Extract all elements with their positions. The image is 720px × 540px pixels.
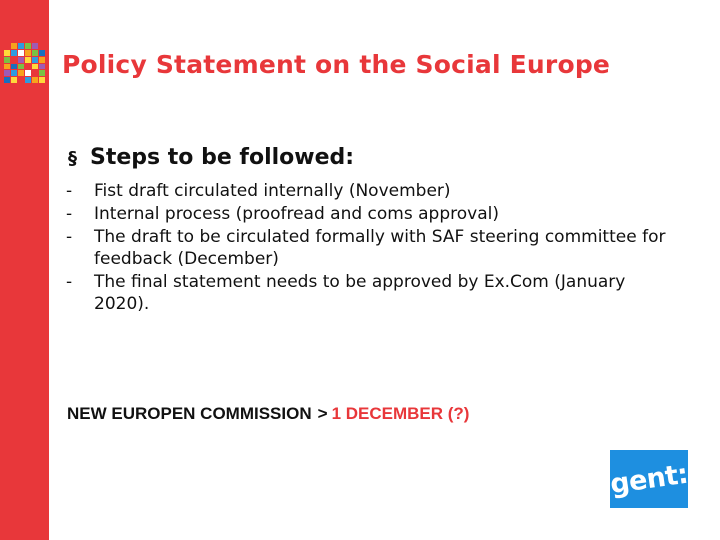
mosaic-square xyxy=(4,70,10,76)
list-dash: - xyxy=(66,227,73,247)
list-item xyxy=(66,203,666,225)
mosaic-square xyxy=(18,70,24,76)
mosaic-square xyxy=(11,64,17,70)
mosaic-square xyxy=(39,70,45,76)
mosaic-square xyxy=(25,50,31,56)
mosaic-square xyxy=(25,57,31,63)
mosaic-square xyxy=(39,43,45,49)
section-bullet-icon: § xyxy=(68,148,77,169)
mosaic-square xyxy=(25,64,31,70)
section-heading xyxy=(68,145,354,170)
mosaic-square xyxy=(25,43,31,49)
mosaic-square xyxy=(39,64,45,70)
mosaic-square xyxy=(4,77,10,83)
list-dash: - xyxy=(66,272,73,292)
list-item-text: Fist draft circulated internally (November) xyxy=(94,181,451,201)
mosaic-square xyxy=(25,70,31,76)
section-heading-text: Steps to be followed: xyxy=(90,145,355,170)
mosaic-square xyxy=(39,50,45,56)
gent-logo xyxy=(610,450,688,508)
arrow-icon: > xyxy=(317,404,328,423)
mosaic-square xyxy=(32,50,38,56)
mosaic-square xyxy=(4,64,10,70)
mosaic-square xyxy=(32,70,38,76)
mosaic-square xyxy=(11,70,17,76)
mosaic-square xyxy=(18,64,24,70)
mosaic-square xyxy=(18,43,24,49)
left-red-bar xyxy=(0,0,49,540)
mosaic-logo-icon xyxy=(4,43,45,83)
list-item-text: The draft to be circulated formally with SAF steering committee for feedback (December) xyxy=(94,227,666,269)
mosaic-square xyxy=(11,50,17,56)
list-item xyxy=(66,271,666,315)
mosaic-square xyxy=(32,57,38,63)
mosaic-square xyxy=(11,43,17,49)
mosaic-square xyxy=(32,43,38,49)
list-item-text: Internal process (proofread and coms approval) xyxy=(94,204,499,224)
mosaic-square xyxy=(4,50,10,56)
list-item xyxy=(66,226,666,270)
mosaic-square xyxy=(25,77,31,83)
mosaic-square xyxy=(11,77,17,83)
mosaic-square xyxy=(18,57,24,63)
commission-date: 1 DECEMBER (?) xyxy=(331,404,470,423)
list-item xyxy=(66,180,666,202)
list-item-text: The final statement needs to be approved by Ex.Com (January 2020). xyxy=(94,272,626,314)
slide-title: Policy Statement on the Social Europe xyxy=(62,50,611,79)
list-dash: - xyxy=(66,204,73,224)
mosaic-square xyxy=(4,43,10,49)
list-dash: - xyxy=(66,181,73,201)
mosaic-square xyxy=(4,57,10,63)
steps-list xyxy=(66,180,666,316)
mosaic-square xyxy=(32,64,38,70)
gent-logo-text: gent: xyxy=(608,458,690,500)
mosaic-square xyxy=(32,77,38,83)
commission-label: NEW EUROPEN COMMISSION xyxy=(67,404,312,423)
commission-note xyxy=(67,404,469,424)
mosaic-square xyxy=(39,57,45,63)
mosaic-square xyxy=(18,50,24,56)
mosaic-square xyxy=(11,57,17,63)
mosaic-square xyxy=(18,77,24,83)
mosaic-square xyxy=(39,77,45,83)
